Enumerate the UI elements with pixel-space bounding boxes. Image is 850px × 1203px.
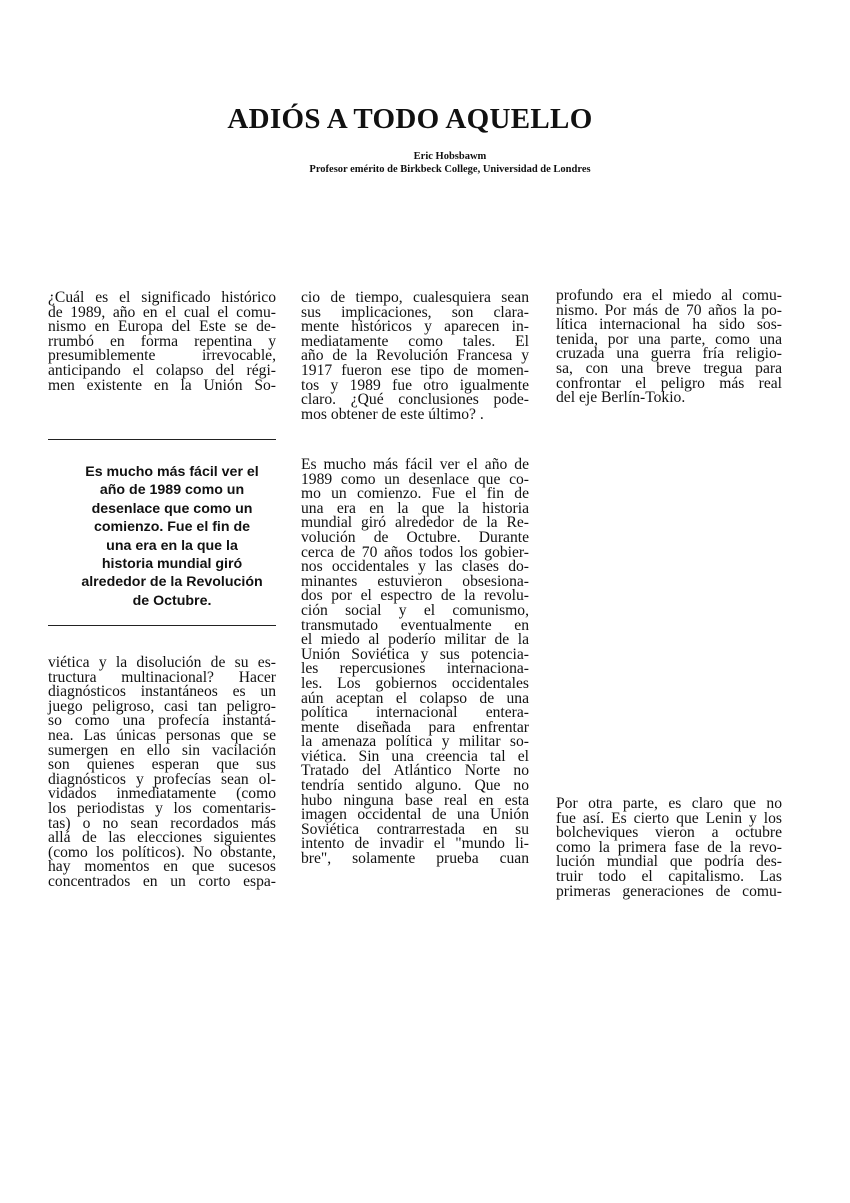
text-line: 1917 fueron ese tipo de momen-	[301, 361, 529, 379]
text-line: mo un comienzo. Fue el fin de	[301, 485, 529, 503]
text-line: tenida, por una parte, como una	[556, 330, 782, 348]
text-line: Por otra parte, es claro que no	[556, 795, 782, 812]
text-line: imagen occidental de una Unión	[301, 806, 529, 824]
text-line: fue así. Es cierto que Lenin y los	[556, 809, 782, 827]
text-line: nismo en Europa del Este se de-	[48, 318, 276, 336]
text-line: so como una profecía instantá-	[48, 712, 276, 730]
text-line: truir todo el capitalismo. Las	[556, 867, 782, 885]
text-line: viética y la disolución de su es-	[48, 654, 276, 671]
text-line: (como los políticos). No obstante,	[48, 843, 276, 861]
text-line: bre", solamente prueba cuan	[301, 850, 529, 868]
text-line: como la primera fase de la revo-	[556, 838, 782, 856]
text-line: sa, con una breve tregua para	[556, 359, 782, 377]
text-line: intento de invadir el "mundo li-	[301, 835, 529, 853]
text-line: claro. ¿Qué conclusiones pode-	[301, 391, 529, 409]
column-3-bottom-text	[556, 797, 782, 899]
text-line: Es mucho más fácil ver el año de	[301, 456, 529, 473]
column-2-bottom-text	[301, 458, 529, 867]
text-line: profundo era el miedo al comu-	[556, 287, 782, 304]
pull-quote-line: de Octubre.	[132, 592, 212, 609]
text-line: nea. Las únicas personas que se	[48, 726, 276, 744]
text-line: mente históricos y aparecen in-	[301, 318, 529, 336]
column-1-top-text	[48, 291, 276, 393]
text-line: mediatamente como tales. El	[301, 332, 529, 350]
text-line: sumergen en ello sin vacilación	[48, 741, 276, 759]
pull-quote-top-rule	[48, 439, 276, 440]
author-affiliation: Profesor emérito de Birkbeck College, Universidad de Londres	[309, 164, 591, 175]
text-line: diagnósticos instantáneos es un	[48, 683, 276, 701]
text-line: el miedo al poderío militar de la	[301, 631, 529, 649]
text-line: nismo. Por más de 70 años la po-	[556, 301, 782, 319]
text-line: lución mundial que podría des-	[556, 853, 782, 871]
text-line: hubo ninguna base real en esta	[301, 791, 529, 809]
text-line: les repercusiones internaciona-	[301, 660, 529, 678]
text-line: minantes estuvieron obsesiona-	[301, 572, 529, 590]
text-line: concentrados en un corto espa-	[48, 872, 276, 890]
pull-quote-line: historia mundial giró	[101, 556, 243, 573]
pull-quote-line: alrededor de la Revolución	[81, 574, 263, 591]
pull-quote	[48, 463, 296, 610]
text-line: bolcheviques vieron a octubre	[556, 824, 782, 842]
article-title: ADIÓS A TODO AQUELLO	[227, 103, 593, 135]
text-line: aún aceptan el colapso de una	[301, 689, 529, 707]
author-name: Eric Hobsbawm	[413, 151, 487, 162]
pull-quote-line: desenlace que como un	[91, 500, 253, 517]
text-line: son quienes esperan que sus	[48, 756, 276, 774]
pull-quote-line: una era en la que la	[106, 537, 238, 554]
text-line: ¿Cuál es el significado histórico	[48, 289, 276, 306]
text-line: dos por el espectro de la revolu-	[301, 587, 529, 605]
pull-quote-line: año de 1989 como un	[99, 482, 245, 499]
text-line: sus implicaciones, son clara-	[301, 303, 529, 321]
text-line: juego peligroso, casi tan peligro-	[48, 697, 276, 715]
text-line: vidados inmediatamente (como	[48, 785, 276, 803]
text-line: ción social y el comunismo,	[301, 601, 529, 619]
text-line: 1989 como un desenlace que co-	[301, 470, 529, 488]
text-line: Tratado del Atlántico Norte no	[301, 762, 529, 780]
text-line: confrontar el peligro más real	[556, 374, 782, 392]
text-line: primeras generaciones de comu-	[556, 882, 782, 900]
text-line: nos occidentales y las clases do-	[301, 558, 529, 576]
text-line: tructura multinacional? Hacer	[48, 668, 276, 686]
text-line: lítica internacional ha sido sos-	[556, 316, 782, 334]
text-line: hay momentos en que sucesos	[48, 858, 276, 876]
text-line: cruzada una guerra fría religio-	[556, 345, 782, 363]
pull-quote-line: Es mucho más fácil ver el	[85, 464, 259, 480]
text-line: men existente en la Unión So-	[48, 376, 276, 394]
column-3-top-text	[556, 289, 782, 406]
text-line: tos y 1989 fue otro igualmente	[301, 376, 529, 394]
text-line: los periodistas y los comentaris-	[48, 799, 276, 817]
pull-quote-line: comienzo. Fue el fin de	[93, 519, 251, 536]
text-line: cerca de 70 años todos los gobier-	[301, 543, 529, 561]
text-line: de 1989, año en el cual el comu-	[48, 303, 276, 321]
text-line: la amenaza política y militar so-	[301, 733, 529, 751]
text-line: tas) o no sean recordados más	[48, 814, 276, 832]
text-line: política internacional entera-	[301, 704, 529, 722]
text-line: una era en la que la historia	[301, 499, 529, 517]
text-line: mente diseñada para enfrentar	[301, 718, 529, 736]
pull-quote-bottom-rule	[48, 625, 276, 626]
text-line: volución de Octubre. Durante	[301, 528, 529, 546]
text-line: del eje Berlín-Tokio.	[556, 389, 686, 407]
text-line: Unión Soviética y sus potencia-	[301, 645, 529, 663]
column-2-top-text	[301, 291, 529, 422]
text-line: les. Los gobiernos occidentales	[301, 674, 529, 692]
text-line: mundial giró alrededor de la Re-	[301, 514, 529, 532]
text-line: Soviética contrarrestada en su	[301, 820, 529, 838]
text-line: cio de tiempo, cualesquiera sean	[301, 289, 529, 306]
text-line: año de la Revolución Francesa y	[301, 347, 529, 365]
author-block	[200, 150, 700, 176]
text-line: tendría sentido alguno. Que no	[301, 777, 529, 795]
text-line: viética. Sin una creencia tal el	[301, 747, 529, 765]
text-line: mos obtener de este último? .	[301, 405, 484, 423]
column-1-bottom-text	[48, 656, 276, 890]
text-line: presumiblemente irrevocable,	[48, 347, 276, 365]
text-line: allá de las elecciones siguientes	[48, 829, 276, 847]
text-line: anticipando el colapso del régi-	[48, 361, 276, 379]
text-line: transmutado eventualmente en	[301, 616, 529, 634]
text-line: diagnósticos y profecías sean ol-	[48, 770, 276, 788]
text-line: rrumbó en forma repentina y	[48, 332, 276, 350]
